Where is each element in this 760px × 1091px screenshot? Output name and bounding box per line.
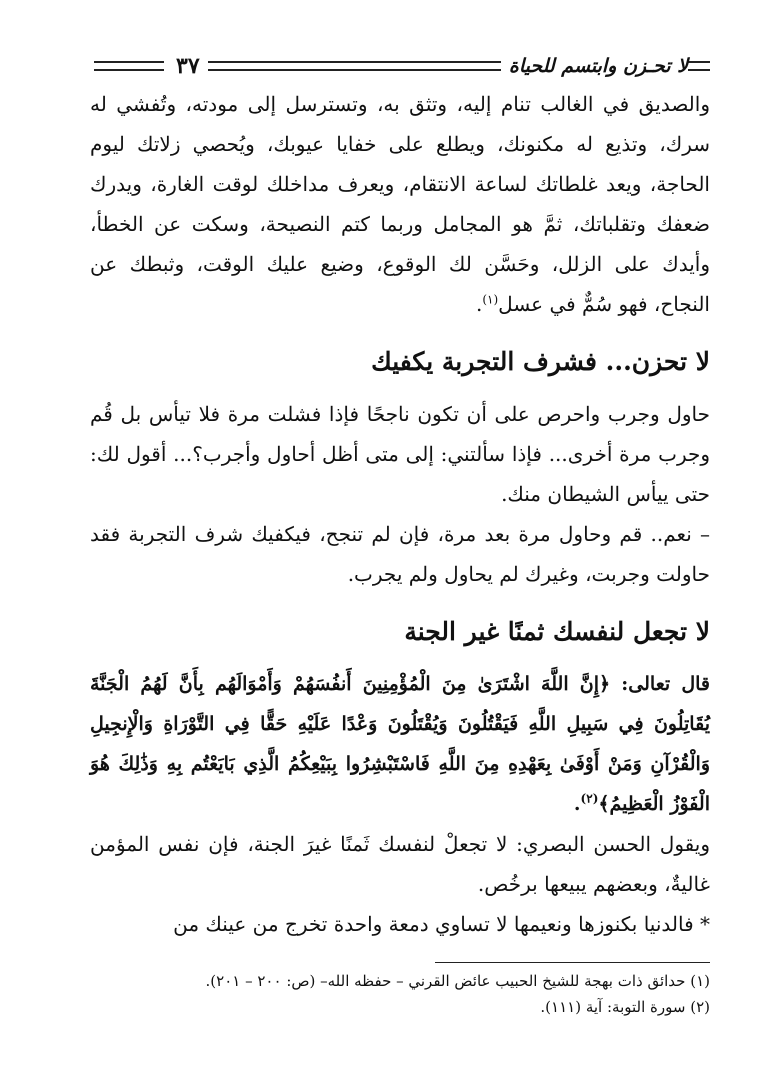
- footnote-ref: (١): [482, 292, 499, 307]
- section-heading: لا تجعل لنفسك ثمنًا غير الجنة: [404, 617, 710, 646]
- paragraph: * فالدنيا بكنوزها ونعيمها لا تساوي دمعة واحدة تخرج من عينك من: [173, 912, 710, 936]
- header-rule-right: [688, 61, 710, 71]
- paragraph: ويقول الحسن البصري: لا تجعلْ لنفسك ثَمنًا غيرَ الجنة، فإن نفس المؤمن غاليةٌ، وبعضهم يبيعها برخُص.: [90, 832, 710, 896]
- footnote: (٢) سورة التوبة: آية (١١١).: [540, 998, 710, 1016]
- paragraph: والصديق في الغالب تنام إليه، وتثق به، وتسترسل إلى مودته، وتُفشي له سرك، وتذيع له مكنونك، ويطلع على خفايا عيوبك، ويُحصي زلاتك ليوم الحاجة، ويعد غلطاتك لساعة الانتقام، ويعرف مداخلك لوقت الغارة، ويدرك ضعفك وتقلباتك، ثمَّ هو المجامل وربما كتم النصيحة، وسكت عن الخطأ، وأيدك على الزلل، وحَسَّن لك الوقوع، وضيع عليك الوقت، وثبطك عن النجاح، فهو سُمٌّ في عسل$^{(١)}$.: [90, 92, 710, 316]
- header-rule-left: [94, 61, 164, 71]
- running-title: لا تحـزن وابتسم للحياة: [508, 55, 688, 77]
- section-heading: لا تحزن... فشرف التجربة يكفيك: [371, 347, 710, 376]
- quran-paragraph: قال تعالى: ﴿إِنَّ اللَّهَ اشْتَرَىٰ مِنَ الْمُؤْمِنِينَ أَنفُسَهُمْ وَأَمْوَالَهُم بِأَنَّ لَهُمُ الْجَنَّةَ يُقَاتِلُونَ فِي سَبِيلِ اللَّهِ فَيَقْتُلُونَ وَيُقْتَلُونَ وَعْدًا عَلَيْهِ حَقًّا فِي التَّوْرَاةِ وَالْإِنجِيلِ وَالْقُرْآنِ وَمَنْ أَوْفَىٰ بِعَهْدِهِ مِنَ اللَّهِ فَاسْتَبْشِرُوا بِبَيْعِكُمُ الَّذِي بَايَعْتُم بِهِ وَذَٰلِكَ هُوَ الْفَوْزُ الْعَظِيمُ﴾$^{(٢)}$.: [90, 673, 710, 815]
- header-rule-middle: [208, 61, 501, 71]
- page-body: [90, 84, 710, 944]
- footnote-divider: [435, 962, 710, 963]
- paragraph: حاول وجرب واحرص على أن تكون ناجحًا فإذا فشلت مرة فلا تيأس بل قُم وجرب مرة أخرى... فإذا سألتني: إلى متى أظل أحاول وأجرب؟... أقول لك: حتى ييأس الشيطان منك.: [90, 402, 710, 506]
- footnote: (١) حدائق ذات بهجة للشيخ الحبيب عائض القرني – حفظه الله– (ص: ٢٠٠ – ٢٠١).: [205, 972, 710, 990]
- page-header: [90, 52, 710, 80]
- page-number: ٣٧: [176, 53, 200, 79]
- paragraph: – نعم.. قم وحاول مرة بعد مرة، فإن لم تنجح، فيكفيك شرف التجربة فقد حاولت وجربت، وغيرك لم يحاول ولم يجرب.: [90, 522, 710, 586]
- footnote-ref: (٢): [580, 791, 599, 806]
- footnotes: [90, 968, 710, 1020]
